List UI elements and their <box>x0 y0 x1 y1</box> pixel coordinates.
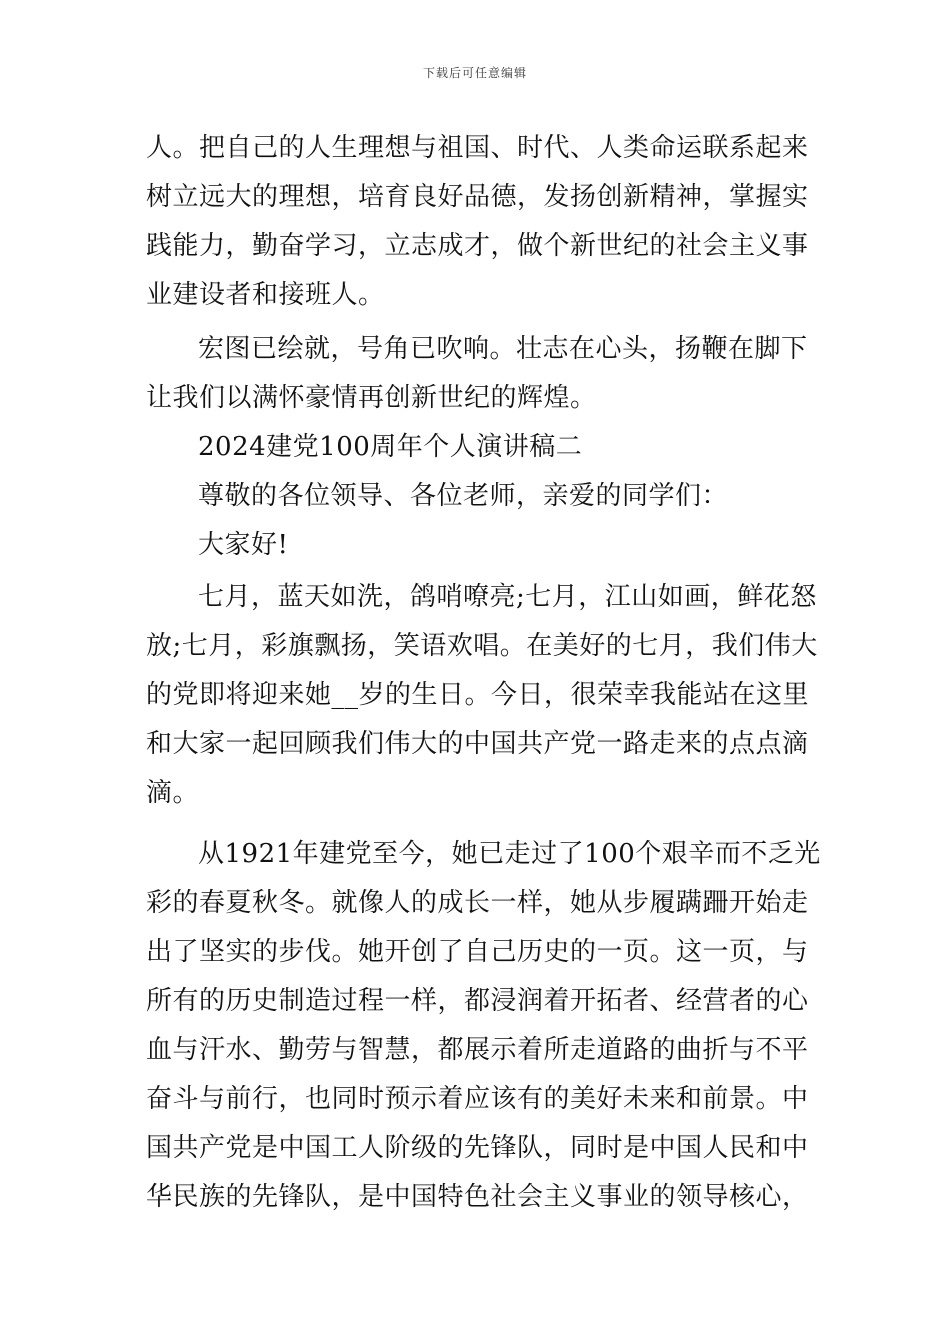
text-line: 出了坚实的步伐。她开创了自己历史的一页。这一页，与 <box>146 937 809 967</box>
text-line: 从1921年建党至今，她已走过了100个艰辛而不乏光 <box>198 839 821 869</box>
document-body <box>146 124 821 1222</box>
salutation: 尊敬的各位领导、各位老师，亲爱的同学们： <box>198 481 729 511</box>
text-line: 和大家一起回顾我们伟大的中国共产党一路走来的点点滴 <box>146 729 809 759</box>
text-line: 国共产党是中国工人阶级的先锋队，同时是中国人民和中 <box>146 1133 809 1163</box>
text-line: 让我们以满怀豪情再创新世纪的辉煌。 <box>146 383 597 413</box>
text-line: 放;七月，彩旗飘扬，笑语欢唱。在美好的七月，我们伟大 <box>146 631 818 661</box>
text-line: 树立远大的理想，培育良好品德，发扬创新精神，掌握实 <box>146 182 809 212</box>
text-line: 华民族的先锋队，是中国特色社会主义事业的领导核心， <box>146 1182 809 1212</box>
header-note: 下载后可任意编辑 <box>422 66 527 80</box>
text-line: 的党即将迎来她__岁的生日。今日，很荣幸我能站在这里 <box>146 680 810 710</box>
text-line: 业建设者和接班人。 <box>146 280 385 310</box>
text-line: 滴。 <box>146 778 200 808</box>
text-line: 血与汗水、勤劳与智慧，都展示着所走道路的曲折与不平 <box>146 1035 809 1065</box>
text-line: 践能力，勤奋学习，立志成才，做个新世纪的社会主义事 <box>146 231 809 261</box>
section-heading: 2024建党100周年个人演讲稿二 <box>198 432 583 462</box>
text-line: 宏图已绘就，号角已吹响。壮志在心头，扬鞭在脚下 <box>198 334 808 364</box>
text-line: 彩的春夏秋冬。就像人的成长一样，她从步履蹒跚开始走 <box>146 888 809 918</box>
text-line: 奋斗与前行，也同时预示着应该有的美好未来和前景。中 <box>146 1084 809 1114</box>
text-line: 七月，蓝天如洗，鸽哨嘹亮;七月，江山如画，鲜花怒 <box>198 582 817 612</box>
text-line: 所有的历史制造过程一样，都浸润着开拓者、经营者的心 <box>146 986 809 1016</box>
text-line: 人。把自己的人生理想与祖国、时代、人类命运联系起来 <box>146 133 809 163</box>
greeting: 大家好! <box>198 530 289 560</box>
